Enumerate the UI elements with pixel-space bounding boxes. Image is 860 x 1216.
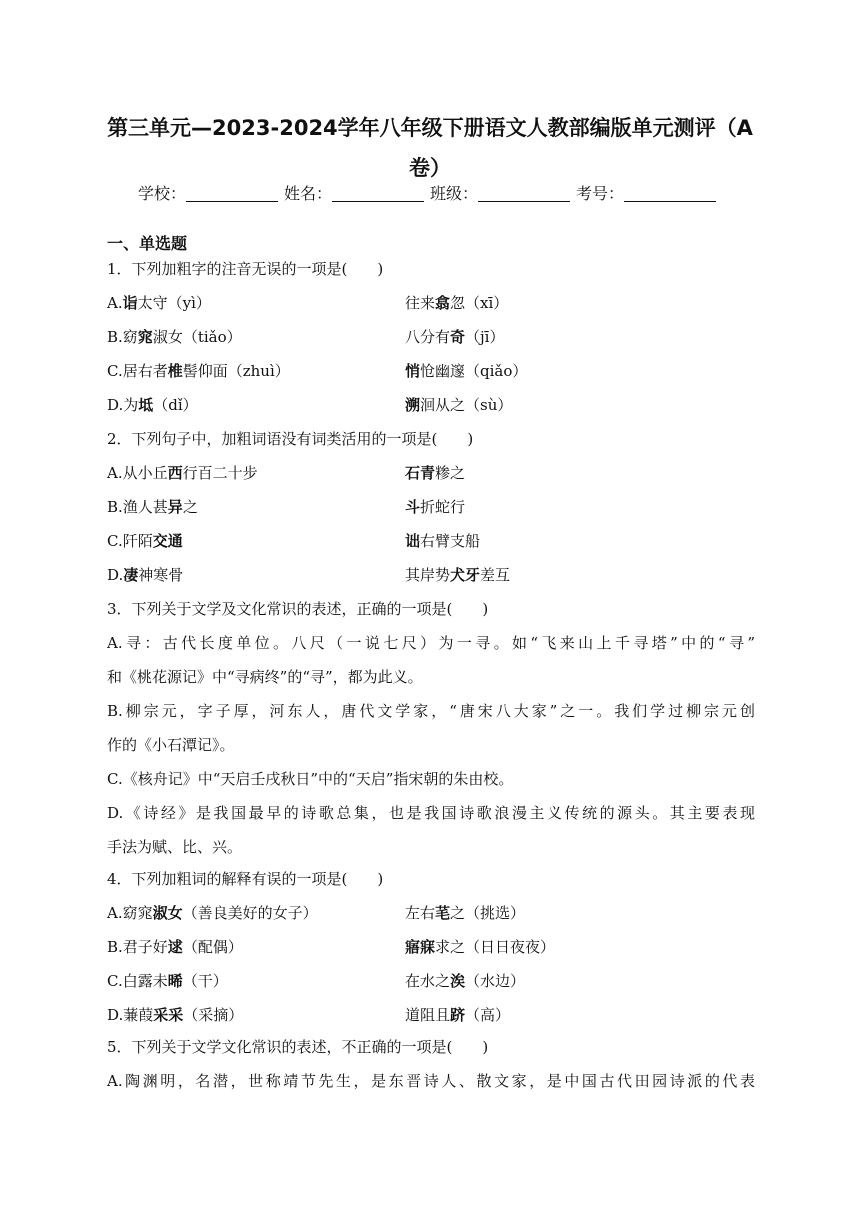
- class-label: 班级：: [430, 184, 479, 203]
- q4-option-a-left: A.窈窕淑女（善良美好的女子）: [107, 904, 318, 922]
- section-heading: 一、单选题: [107, 234, 188, 253]
- q4-option-b-left: B.君子好逑（配偶）: [107, 938, 243, 956]
- q1-option-c-right: 悄怆幽邃（qiǎo）: [405, 362, 528, 380]
- q2-option-b-right: 斗折蛇行: [405, 498, 466, 516]
- q2-option-b-left: B.渔人甚异之: [107, 498, 198, 516]
- q3-option-b-line-1: B.柳宗元，字子厚，河东人，唐代文学家，“唐宋八大家”之一。我们学过柳宗元创: [107, 702, 755, 720]
- page-title: [100, 108, 760, 188]
- question-5-stem: 5．下列关于文学文化常识的表述，不正确的一项是( ): [107, 1038, 489, 1056]
- exam-id-blank: [624, 183, 716, 202]
- name-blank: [332, 183, 424, 202]
- name-label: 姓名：: [283, 184, 332, 203]
- title-line-2: 卷）: [409, 156, 451, 180]
- q4-option-b-right: 寤寐求之（日日夜夜）: [405, 938, 556, 956]
- school-blank: [186, 183, 278, 202]
- q2-option-a-left: A.从小丘西行百二十步: [107, 464, 258, 482]
- q1-option-a-right: 往来翕忽（xī）: [405, 294, 509, 312]
- q3-option-c: C.《核舟记》中“天启壬戌秋日”中的“天启”指宋朝的朱由校。: [107, 770, 514, 788]
- q1-option-b-left: B.窈窕淑女（tiǎo）: [107, 328, 242, 346]
- q3-option-a-line-1: A.寻：古代长度单位。八尺（一说七尺）为一寻。如“飞来山上千寻塔”中的“寻”: [107, 634, 755, 652]
- q2-option-a-right: 石青糁之: [405, 464, 466, 482]
- class-blank: [478, 183, 570, 202]
- q3-option-d-line-1: D.《诗经》是我国最早的诗歌总集，也是我国诗歌浪漫主义传统的源头。其主要表现: [107, 804, 755, 822]
- student-info-row: [60, 181, 800, 207]
- q3-option-d-line-2: 手法为赋、比、兴。: [107, 838, 243, 856]
- q1-option-d-right: 溯洄从之（sù）: [405, 396, 513, 414]
- title-line-1: 第三单元—2023-2024学年八年级下册语文人教部编版单元测评（A: [107, 116, 753, 140]
- question-4-stem: 4．下列加粗词的解释有误的一项是( ): [107, 870, 384, 888]
- q2-option-d-left: D.凄神寒骨: [107, 566, 184, 584]
- q4-option-d-right: 道阻且跻（高）: [405, 1006, 511, 1024]
- exam-id-label: 考号：: [576, 184, 625, 203]
- q1-option-a-left: A.诣太守（yì）: [107, 294, 211, 312]
- q2-option-d-right: 其岸势犬牙差互: [405, 566, 511, 584]
- q4-option-c-right: 在水之涘（水边）: [405, 972, 526, 990]
- q4-option-c-left: C.白露未晞（干）: [107, 972, 228, 990]
- question-1-stem: 1．下列加粗字的注音无误的一项是( ): [107, 260, 384, 278]
- q3-option-b-line-2: 作的《小石潭记》。: [107, 736, 235, 754]
- q1-option-d-left: D.为坻（dǐ）: [107, 396, 198, 414]
- q2-option-c-left: C.阡陌交通: [107, 532, 183, 550]
- q4-option-a-right: 左右芼之（挑选）: [405, 904, 526, 922]
- question-2-stem: 2．下列句子中，加粗词语没有词类活用的一项是( ): [107, 430, 474, 448]
- q3-option-a-line-2: 和《桃花源记》中“寻病终”的“寻”，都为此义。: [107, 668, 423, 686]
- q1-option-c-left: C.居右者椎髻仰面（zhuì）: [107, 362, 290, 380]
- q5-option-a-line-1: A.陶渊明，名潜，世称靖节先生，是东晋诗人、散文家，是中国古代田园诗派的代表: [107, 1072, 755, 1090]
- question-3-stem: 3．下列关于文学及文化常识的表述，正确的一项是( ): [107, 600, 489, 618]
- q4-option-d-left: D.蒹葭采采（采摘）: [107, 1006, 244, 1024]
- school-label: 学校：: [137, 184, 186, 203]
- q1-option-b-right: 八分有奇（jī）: [405, 328, 505, 346]
- q2-option-c-right: 诎右臂支船: [405, 532, 481, 550]
